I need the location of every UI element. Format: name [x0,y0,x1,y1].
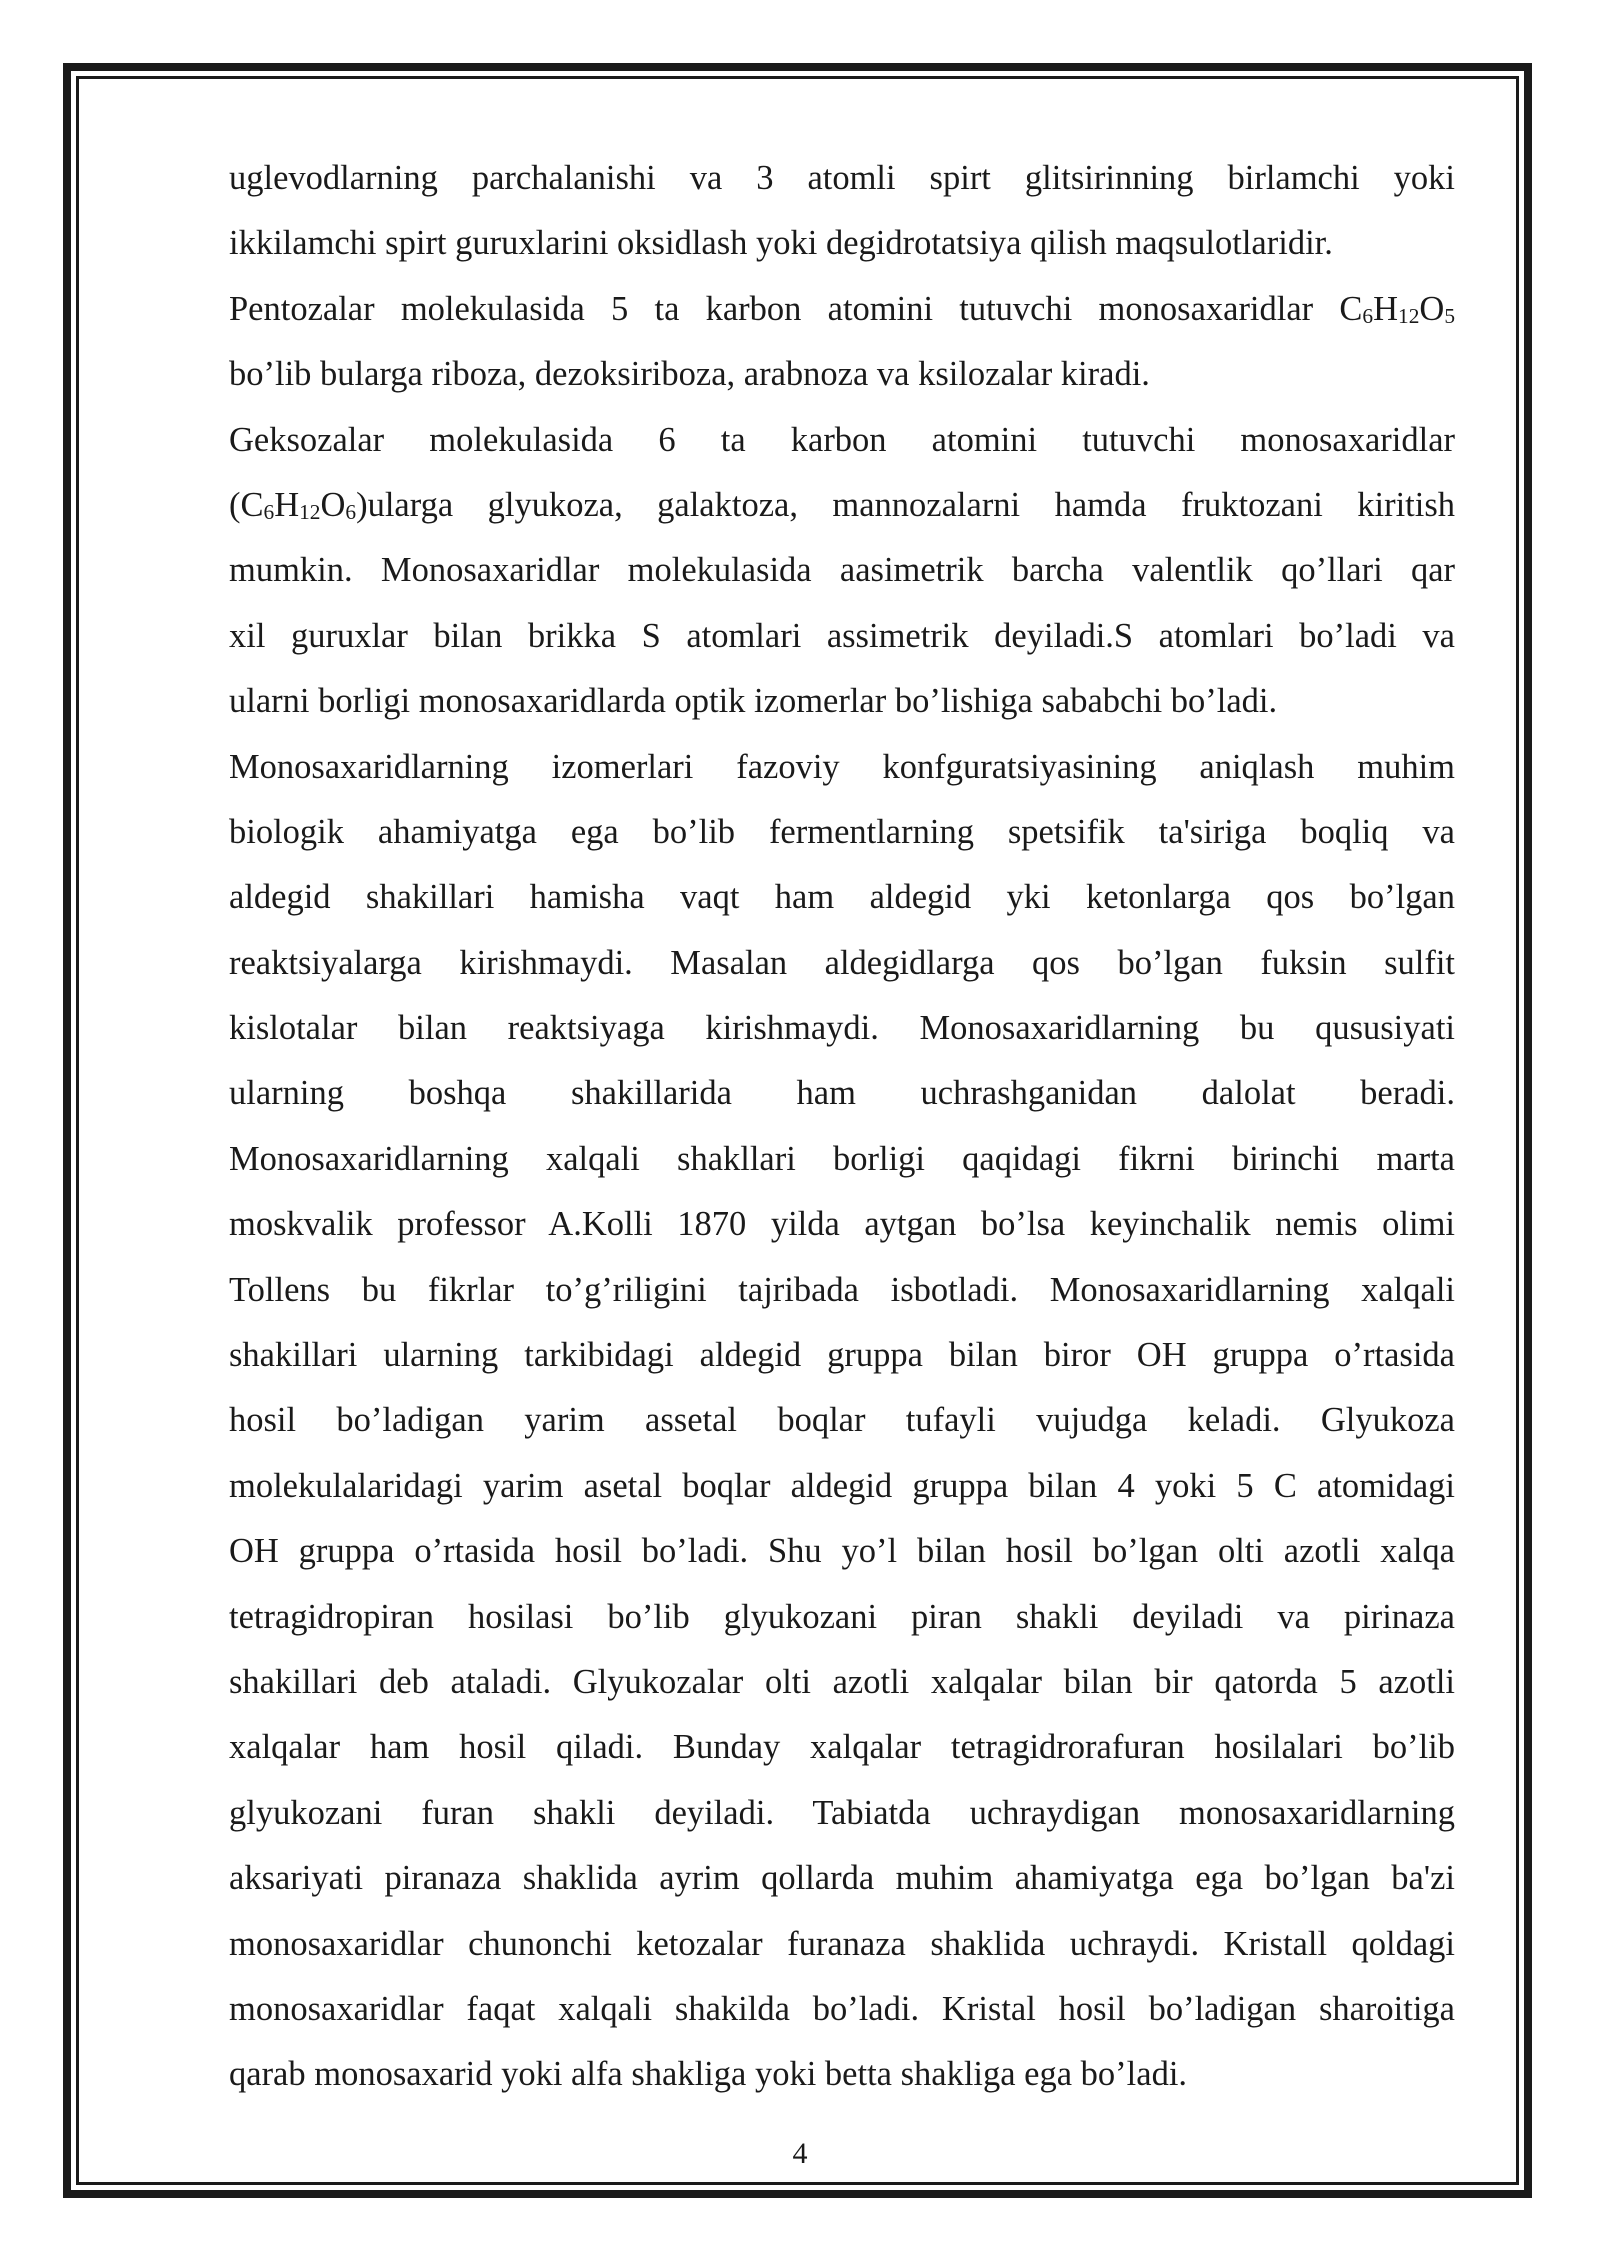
text-line: qarab monosaxarid yoki alfa shakliga yoki betta shakliga ega bo’ladi. [229,2055,1188,2094]
text-segment: Pentozalar molekulasida 5 ta karbon atomini tutuvchi monosaxaridlar C [229,289,1363,328]
text-line: monosaxaridlar faqat xalqali shakilda bo’ladi. Kristal hosil bo’ladigan sharoitiga [229,1989,1455,2028]
text-line: bo’lib bularga riboza, dezoksiriboza, arabnoza va ksilozalar kiradi. [229,355,1150,394]
text-line: tetragidropiran hosilasi bo’lib glyukozani piran shakli deyiladi va pirinaza [229,1597,1455,1636]
text-line: shakillari deb ataladi. Glyukozalar olti azotli xalqalar bilan bir qatorda 5 azotli [229,1662,1455,1701]
text-line: hosil bo’ladigan yarim assetal boqlar tufayli vujudga keladi. Glyukoza [229,1401,1455,1440]
subscript: 6 [1362,303,1374,328]
text-segment: H [274,485,300,524]
text-segment: O [1419,289,1445,328]
text-segment: (C [229,485,264,524]
text-line: biologik ahamiyatga ega bo’lib fermentlarning spetsifik ta'siriga boqliq va [229,812,1455,851]
text-line: glyukozani furan shakli deyiladi. Tabiatda uchraydigan monosaxaridlarning [229,1793,1455,1832]
text-line: OH gruppa o’rtasida hosil bo’ladi. Shu yo’l bilan hosil bo’lgan olti azotli xalqa [229,1532,1455,1571]
paragraph-3 [229,408,1455,735]
subscript: 5 [1444,303,1455,328]
text-line: uglevodlarning parchalanishi va 3 atomli spirt glitsirinning birlamchi yoki [229,159,1455,197]
text-line: aldegid shakillari hamisha vaqt ham aldegid yki ketonlarga qos bo’lgan [229,878,1455,917]
text-line: Tollens bu fikrlar to’g’riligini tajribada isbotladi. Monosaxaridlarning xalqali [229,1270,1455,1309]
text-line-formula [229,473,1455,538]
page-number: 4 [792,2137,808,2170]
subscript: 12 [1398,303,1420,328]
text-line: ularning boshqa shakillarida ham uchrashganidan dalolat beradi. [229,1074,1455,1113]
text-segment: H [1373,289,1399,328]
text-line: Geksozalar molekulasida 6 ta karbon atomini tutuvchi monosaxaridlar [229,420,1455,459]
paragraph-2 [229,277,1455,408]
text-line: ikkilamchi spirt guruxlarini oksidlash yoki degidrotatsiya qilish maqsulotlaridir. [229,224,1333,263]
paragraph-1 [229,146,1455,277]
text-line: molekulalaridagi yarim asetal boqlar aldegid gruppa bilan 4 yoki 5 C atomidagi [229,1466,1455,1505]
text-line: mumkin. Monosaxaridlar molekulasida aasimetrik barcha valentlik qo’llari qar [229,551,1455,590]
subscript: 12 [299,500,321,525]
text-line: Monosaxaridlarning xalqali shakllari borligi qaqidagi fikrni birinchi marta [229,1139,1455,1178]
text-line: moskvalik professor A.Kolli 1870 yilda aytgan bo’lsa keyinchalik nemis olimi [229,1205,1455,1244]
paragraph-4 [229,735,1455,2108]
document-body [229,146,1455,2108]
text-line: shakillari ularning tarkibidagi aldegid gruppa bilan biror OH gruppa o’rtasida [229,1336,1455,1375]
text-line: reaktsiyalarga kirishmaydi. Masalan aldegidlarga qos bo’lgan fuksin sulfit [229,943,1455,982]
text-line: kislotalar bilan reaktsiyaga kirishmaydi. Monosaxaridlarning bu qususiyati [229,1009,1455,1048]
text-segment: )ularga glyukoza, galaktoza, mannozalarni hamda fruktozani kiritish [356,485,1455,524]
text-line: xil guruxlar bilan brikka S atomlari assimetrik deyiladi.S atomlari bo’ladi va [229,616,1455,655]
text-line-formula [229,277,1455,342]
text-line: monosaxaridlar chunonchi ketozalar furanaza shaklida uchraydi. Kristall qoldagi [229,1924,1455,1963]
text-line: aksariyati piranaza shaklida ayrim qollarda muhim ahamiyatga ega bo’lgan ba'zi [229,1859,1455,1898]
text-segment: O [320,485,346,524]
text-line: xalqalar ham hosil qiladi. Bunday xalqalar tetragidrorafuran hosilalari bo’lib [229,1728,1455,1767]
subscript: 6 [263,500,275,525]
text-line: Monosaxaridlarning izomerlari fazoviy konfguratsiyasining aniqlash muhim [229,747,1455,786]
text-line: ularni borligi monosaxaridlarda optik izomerlar bo’lishiga sababchi bo’ladi. [229,682,1278,721]
subscript: 6 [345,500,357,525]
